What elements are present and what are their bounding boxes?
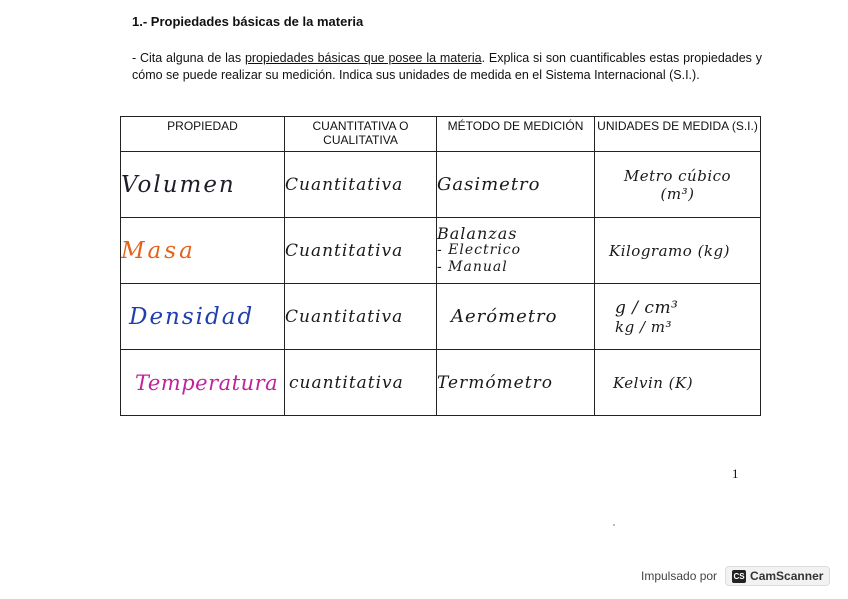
watermark-prefix: Impulsado por — [641, 569, 718, 583]
cell-tipo: Cuantitativa — [285, 152, 437, 218]
header-propiedad: PROPIEDAD — [121, 117, 285, 152]
unidades-line-2: kg / m³ — [615, 317, 673, 336]
instructions-part2: . Explica si son cuantificables estas propiedades y cómo se puede realizar su medición. Indica sus unidades de medida en el Sistema Internacional (S.I.). — [132, 51, 762, 82]
unidades-line-2: (m³) — [660, 184, 695, 203]
table-header-row — [121, 117, 761, 152]
instructions-text — [132, 50, 762, 84]
cell-metodo: Termómetro — [437, 350, 595, 416]
instructions-part1: - Cita alguna de las — [132, 51, 245, 65]
header-unidades: UNIDADES DE MEDIDA (S.I.) — [595, 117, 761, 152]
cell-unidades: Kilogramo (kg) — [595, 218, 761, 284]
instructions-underlined: propiedades básicas que posee la materia — [244, 51, 482, 65]
table-row — [121, 218, 761, 284]
camscanner-logo-icon: CS — [733, 571, 745, 581]
cell-metodo — [437, 218, 595, 284]
cell-unidades — [595, 284, 761, 350]
cell-metodo: Aerómetro — [437, 284, 595, 350]
cell-propiedad: Volumen — [121, 152, 285, 218]
unidades-line-1: Metro cúbico — [623, 166, 732, 185]
page-number: 1 — [732, 466, 739, 481]
table-row — [121, 284, 761, 350]
header-tipo: CUANTITATIVA O CUALITATIVA — [285, 117, 437, 152]
camscanner-brand: CamScanner — [750, 569, 824, 583]
camscanner-badge — [725, 566, 830, 586]
cell-tipo: Cuantitativa — [285, 284, 437, 350]
properties-table — [120, 116, 761, 416]
unidades-line-1: g / cm³ — [615, 297, 679, 318]
cell-tipo: cuantitativa — [285, 350, 437, 416]
metodo-line-1: Balanzas — [437, 224, 518, 243]
header-metodo: MÉTODO DE MEDICIÓN — [437, 117, 595, 152]
cell-propiedad: Densidad — [121, 284, 285, 350]
cell-metodo: Gasimetro — [437, 152, 595, 218]
cell-tipo: Cuantitativa — [285, 218, 437, 284]
cell-propiedad: Masa — [121, 218, 285, 284]
table-row — [121, 152, 761, 218]
camscanner-watermark — [641, 566, 830, 586]
section-title: 1.- Propiedades básicas de la materia — [132, 14, 364, 29]
cell-propiedad: Temperatura — [121, 350, 285, 416]
scan-speck — [613, 524, 615, 526]
cell-unidades — [595, 152, 761, 218]
cell-unidades: Kelvin (K) — [595, 350, 761, 416]
metodo-line-3: - Manual — [437, 259, 508, 275]
metodo-line-2: - Electrico — [437, 242, 522, 258]
table-row — [121, 350, 761, 416]
